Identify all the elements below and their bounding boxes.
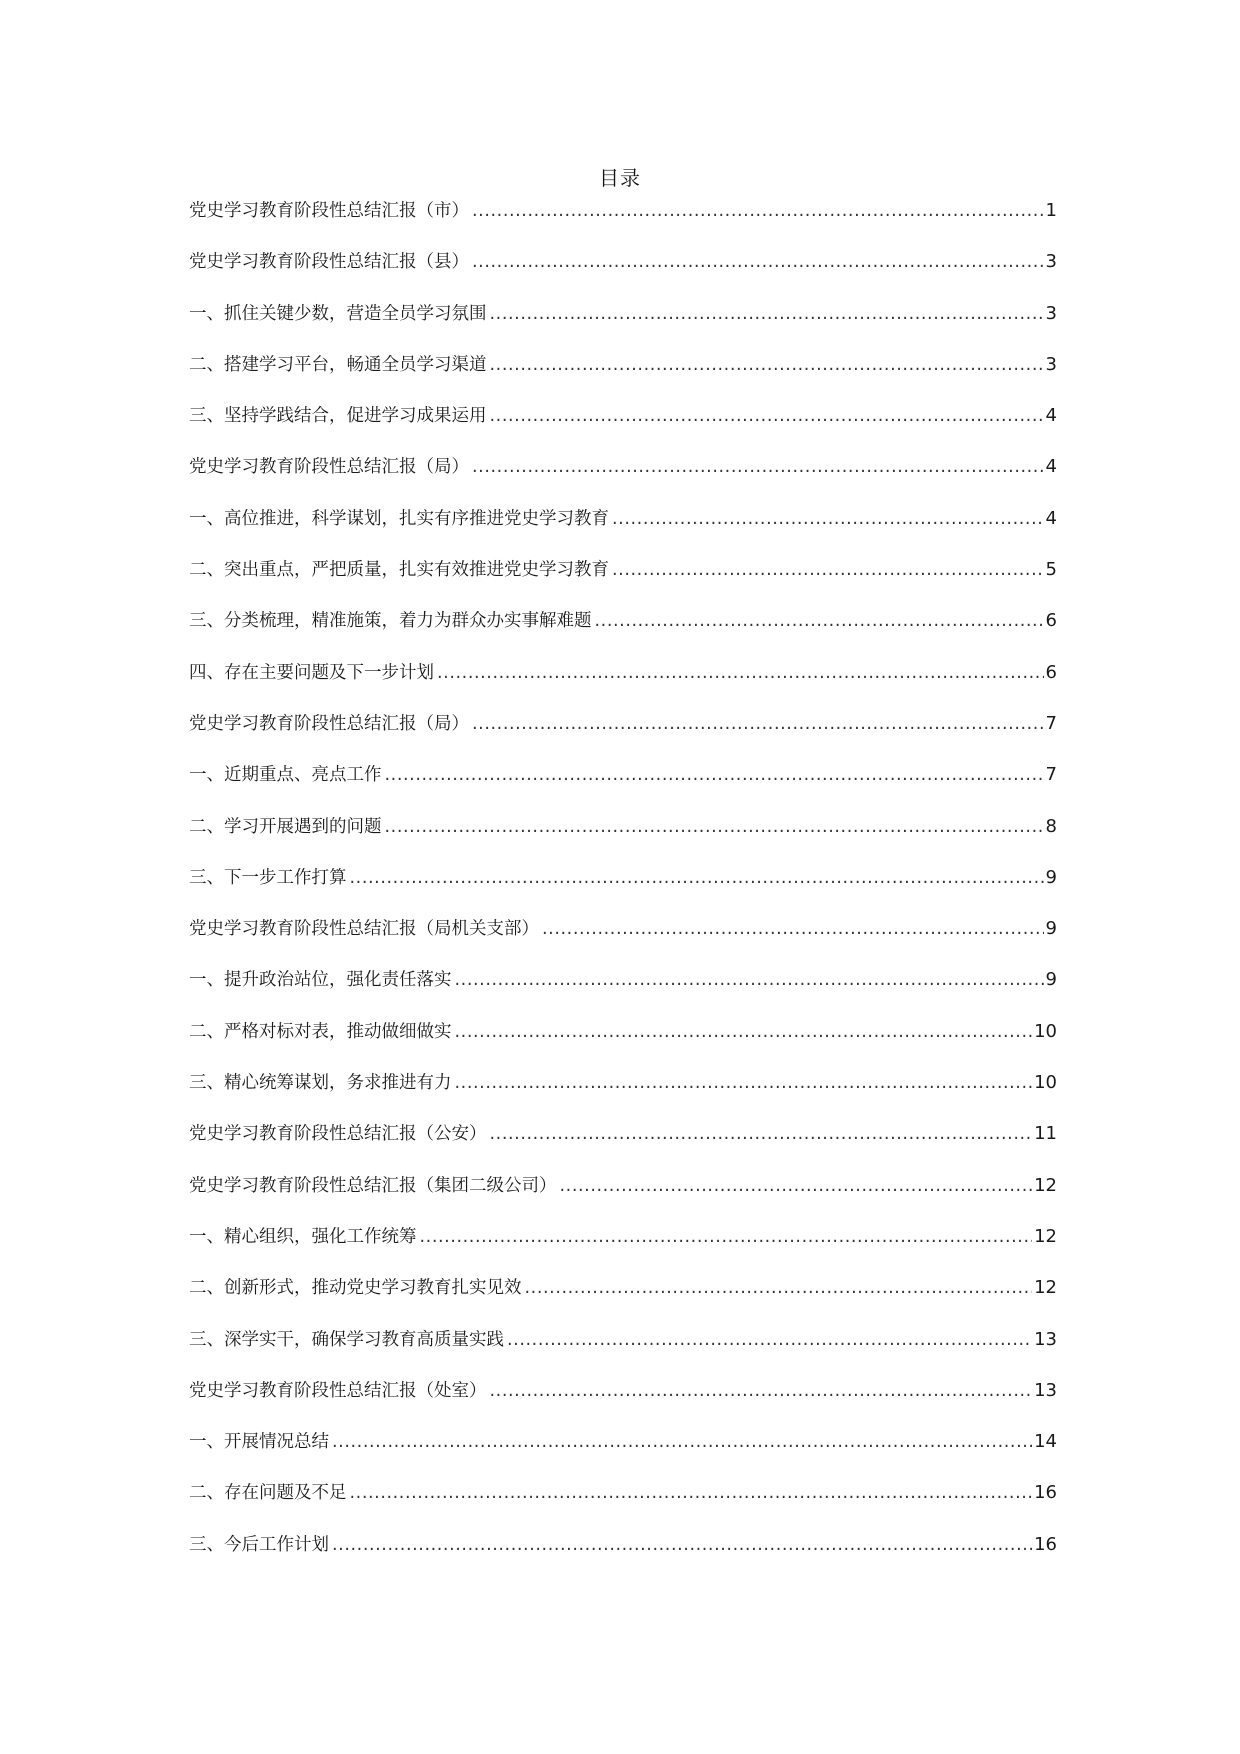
toc-entry-text: 二、搭建学习平台，畅通全员学习渠道: [189, 354, 487, 375]
toc-dot-leader: [612, 504, 1044, 534]
toc-entry[interactable]: [189, 812, 1057, 863]
toc-entry-text: 三、下一步工作打算: [189, 867, 347, 888]
toc-entry[interactable]: [189, 1068, 1057, 1119]
toc-dot-leader: [455, 965, 1044, 995]
toc-dot-leader: [490, 1376, 1033, 1406]
toc-entry-page-number: 4: [1045, 405, 1057, 427]
toc-entry-page-number: 3: [1045, 353, 1057, 375]
toc-dot-leader: [385, 760, 1044, 790]
toc-entry-page-number: 5: [1045, 559, 1057, 581]
toc-entry-page-number: 16: [1034, 1482, 1057, 1504]
toc-dot-leader: [490, 401, 1044, 431]
toc-entry-text: 三、分类梳理，精准施策，着力为群众办实事解难题: [189, 611, 592, 632]
toc-entry[interactable]: [189, 401, 1057, 452]
toc-entry-text: 三、深学实干，确保学习教育高质量实践: [189, 1329, 504, 1350]
toc-entry[interactable]: [189, 709, 1057, 760]
toc-entry-text: 党史学习教育阶段性总结汇报（局机关支部）: [189, 919, 539, 940]
toc-entry-text: 党史学习教育阶段性总结汇报（局）: [189, 713, 469, 734]
toc-entry[interactable]: [189, 555, 1057, 606]
toc-dot-leader: [507, 1325, 1032, 1355]
toc-entry[interactable]: [189, 760, 1057, 811]
toc-entry[interactable]: [189, 1427, 1057, 1478]
toc-entry-text: 二、突出重点，严把质量，扎实有效推进党史学习教育: [189, 560, 609, 581]
toc-entry[interactable]: [189, 1325, 1057, 1376]
toc-entry-page-number: 16: [1034, 1533, 1057, 1555]
toc-entry-text: 党史学习教育阶段性总结汇报（公安）: [189, 1124, 487, 1145]
toc-entry-page-number: 1: [1045, 200, 1057, 221]
toc-entry[interactable]: [189, 504, 1057, 555]
toc-dot-leader: [525, 1273, 1033, 1303]
toc-entry-page-number: 4: [1045, 456, 1057, 478]
toc-dot-leader: [490, 1119, 1033, 1149]
toc-entry-page-number: 13: [1034, 1328, 1057, 1350]
toc-entry-text: 党史学习教育阶段性总结汇报（市）: [189, 201, 469, 221]
toc-dot-leader: [455, 1068, 1033, 1098]
toc-entry-text: 二、严格对标对表，推动做细做实: [189, 1021, 452, 1042]
toc-dot-leader: [595, 606, 1044, 636]
toc-entry-page-number: 9: [1045, 918, 1057, 940]
toc-dot-leader: [437, 658, 1044, 688]
toc-entry[interactable]: [189, 606, 1057, 657]
toc-entry[interactable]: [189, 1222, 1057, 1273]
toc-entry[interactable]: [189, 965, 1057, 1016]
toc-entry-text: 党史学习教育阶段性总结汇报（处室）: [189, 1380, 487, 1401]
toc-entry-page-number: 9: [1045, 969, 1057, 991]
toc-dot-leader: [472, 196, 1044, 226]
toc-entry-text: 三、精心统筹谋划，务求推进有力: [189, 1073, 452, 1094]
toc-dot-leader: [455, 1017, 1033, 1047]
toc-entry[interactable]: [189, 452, 1057, 503]
toc-dot-leader: [385, 812, 1044, 842]
toc-entry-text: 党史学习教育阶段性总结汇报（县）: [189, 252, 469, 273]
toc-entry-page-number: 4: [1045, 507, 1057, 529]
toc-entry-text: 三、坚持学践结合，促进学习成果运用: [189, 406, 487, 427]
toc-entry[interactable]: [189, 299, 1057, 350]
toc-entry-page-number: 10: [1034, 1020, 1057, 1042]
toc-entry-page-number: 3: [1045, 251, 1057, 273]
toc-dot-leader: [490, 299, 1044, 329]
toc-entry-page-number: 10: [1034, 1072, 1057, 1094]
toc-entry-page-number: 13: [1034, 1379, 1057, 1401]
toc-dot-leader: [560, 1171, 1033, 1201]
toc-dot-leader: [350, 863, 1044, 893]
toc-entry-page-number: 11: [1034, 1123, 1057, 1145]
toc-entry-page-number: 9: [1045, 866, 1057, 888]
toc-entry-text: 二、创新形式，推动党史学习教育扎实见效: [189, 1278, 522, 1299]
toc-entry-page-number: 3: [1045, 302, 1057, 324]
toc-entry-page-number: 7: [1045, 712, 1057, 734]
toc-dot-leader: [472, 247, 1044, 277]
toc-entry-text: 一、抓住关键少数，营造全员学习氛围: [189, 303, 487, 324]
toc-entry[interactable]: [189, 1478, 1057, 1529]
toc-entry-text: 党史学习教育阶段性总结汇报（局）: [189, 457, 469, 478]
toc-entry-text: 一、提升政治站位，强化责任落实: [189, 970, 452, 991]
toc-entry-text: 一、高位推进，科学谋划，扎实有序推进党史学习教育: [189, 508, 609, 529]
toc-title: 目录: [599, 166, 641, 190]
toc-dot-leader: [490, 350, 1044, 380]
toc-entry[interactable]: [189, 658, 1057, 709]
toc-entry-page-number: 12: [1034, 1225, 1057, 1247]
toc-dot-leader: [472, 709, 1044, 739]
toc-entry-page-number: 14: [1034, 1431, 1057, 1453]
toc-entry-text: 四、存在主要问题及下一步计划: [189, 662, 434, 683]
toc-entry[interactable]: [189, 914, 1057, 965]
toc-dot-leader: [350, 1478, 1033, 1508]
toc-entry-page-number: 8: [1045, 815, 1057, 837]
toc-entry-page-number: 12: [1034, 1277, 1057, 1299]
toc-entry-text: 一、精心组织，强化工作统筹: [189, 1226, 417, 1247]
toc-entry[interactable]: [189, 1530, 1057, 1581]
toc-entry-page-number: 7: [1045, 764, 1057, 786]
toc-entry[interactable]: [189, 350, 1057, 401]
toc-entry[interactable]: [189, 1376, 1057, 1427]
toc-dot-leader: [542, 914, 1044, 944]
toc-dot-leader: [612, 555, 1044, 585]
toc-entry[interactable]: [189, 863, 1057, 914]
toc-entry[interactable]: [189, 1273, 1057, 1324]
toc-entry-text: 党史学习教育阶段性总结汇报（集团二级公司）: [189, 1175, 557, 1196]
toc-entry-page-number: 12: [1034, 1174, 1057, 1196]
table-of-contents: [189, 196, 1057, 1581]
toc-entry-text: 一、近期重点、亮点工作: [189, 765, 382, 786]
toc-entry[interactable]: [189, 247, 1057, 298]
toc-entry[interactable]: [189, 196, 1057, 247]
toc-dot-leader: [472, 452, 1044, 482]
toc-dot-leader: [332, 1427, 1032, 1457]
toc-entry-text: 一、开展情况总结: [189, 1432, 329, 1453]
toc-entry[interactable]: [189, 1017, 1057, 1068]
toc-entry-text: 二、存在问题及不足: [189, 1483, 347, 1504]
toc-entry-text: 三、今后工作计划: [189, 1534, 329, 1555]
toc-entry[interactable]: [189, 1119, 1057, 1170]
toc-dot-leader: [420, 1222, 1033, 1252]
toc-entry-page-number: 6: [1045, 610, 1057, 632]
toc-entry-page-number: 6: [1045, 661, 1057, 683]
toc-entry-text: 二、学习开展遇到的问题: [189, 816, 382, 837]
toc-entry[interactable]: [189, 1171, 1057, 1222]
toc-dot-leader: [332, 1530, 1032, 1560]
